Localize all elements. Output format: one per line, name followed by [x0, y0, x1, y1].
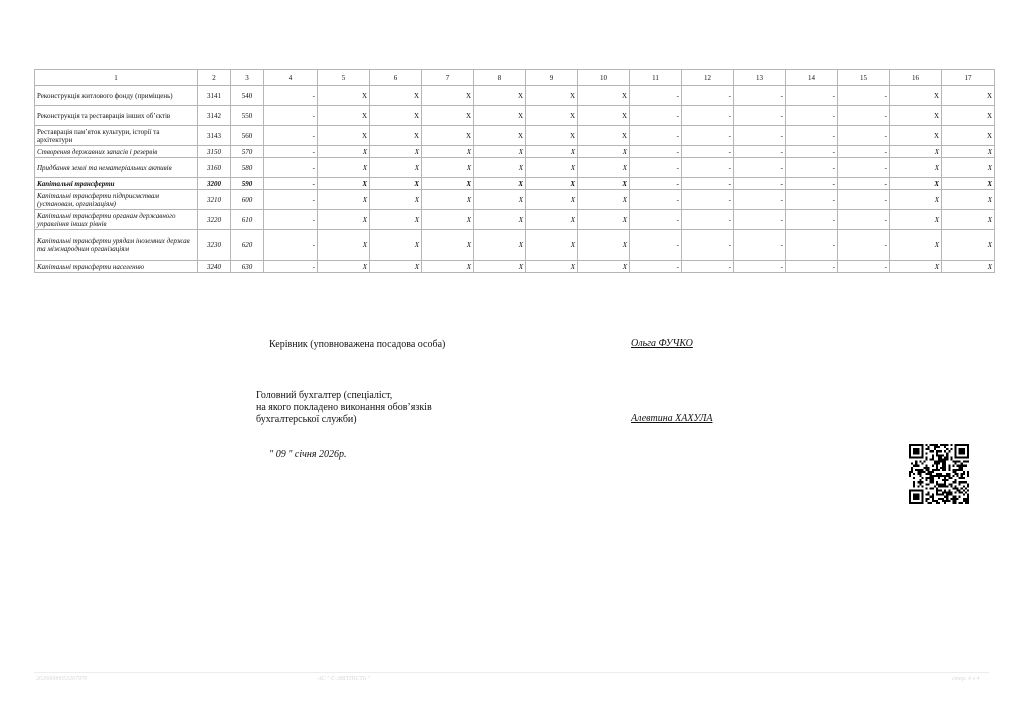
row-code-cell: 3200 [198, 178, 231, 190]
row-line-cell: 580 [231, 158, 264, 178]
column-header: 17 [942, 70, 995, 86]
value-cell: - [838, 178, 890, 190]
value-cell: - [682, 178, 734, 190]
value-cell: X [942, 178, 995, 190]
value-cell: X [318, 158, 370, 178]
value-cell: X [526, 158, 578, 178]
value-cell: - [734, 158, 786, 178]
value-cell: - [786, 146, 838, 158]
value-cell: X [578, 210, 630, 230]
accountant-label-line1: Головний бухгалтер (спеціаліст, [256, 390, 393, 401]
value-cell: X [890, 146, 942, 158]
value-cell: X [578, 146, 630, 158]
value-cell: X [422, 126, 474, 146]
row-name-cell: Капітальні трансферти населенню [35, 261, 198, 273]
value-cell: X [578, 261, 630, 273]
value-cell: - [682, 210, 734, 230]
value-cell: - [734, 230, 786, 261]
value-cell: X [578, 230, 630, 261]
value-cell: X [370, 146, 422, 158]
column-header: 1 [35, 70, 198, 86]
accountant-label-line2: на якого покладено виконання обов’язків [256, 402, 432, 413]
value-cell: X [422, 261, 474, 273]
value-cell: - [264, 126, 318, 146]
table-row [35, 210, 995, 230]
value-cell: - [682, 261, 734, 273]
table-row [35, 261, 995, 273]
value-cell: X [422, 106, 474, 126]
value-cell: - [786, 158, 838, 178]
value-cell: - [630, 261, 682, 273]
row-name-cell: Капітальні трансферти [35, 178, 198, 190]
column-header: 16 [890, 70, 942, 86]
value-cell: X [474, 178, 526, 190]
value-cell: - [264, 158, 318, 178]
table-row [35, 126, 995, 146]
value-cell: X [942, 261, 995, 273]
value-cell: - [734, 178, 786, 190]
value-cell: - [630, 158, 682, 178]
value-cell: - [838, 210, 890, 230]
value-cell: X [370, 86, 422, 106]
table-row [35, 86, 995, 106]
value-cell: X [318, 86, 370, 106]
value-cell: X [318, 261, 370, 273]
value-cell: - [838, 158, 890, 178]
value-cell: X [370, 178, 422, 190]
value-cell: - [734, 146, 786, 158]
value-cell: X [422, 190, 474, 210]
footer-divider [34, 672, 989, 673]
value-cell: X [942, 190, 995, 210]
value-cell: X [422, 178, 474, 190]
value-cell: - [682, 158, 734, 178]
row-line-cell: 590 [231, 178, 264, 190]
value-cell: - [734, 190, 786, 210]
value-cell: X [318, 146, 370, 158]
value-cell: - [786, 230, 838, 261]
column-header: 7 [422, 70, 474, 86]
value-cell: - [786, 106, 838, 126]
value-cell: X [578, 126, 630, 146]
value-cell: - [734, 126, 786, 146]
value-cell: X [318, 106, 370, 126]
value-cell: - [630, 146, 682, 158]
row-code-cell: 3230 [198, 230, 231, 261]
value-cell: - [734, 210, 786, 230]
value-cell: - [838, 146, 890, 158]
value-cell: - [264, 210, 318, 230]
value-cell: - [630, 86, 682, 106]
value-cell: X [422, 210, 474, 230]
value-cell: - [838, 230, 890, 261]
value-cell: - [786, 190, 838, 210]
value-cell: X [578, 158, 630, 178]
table-row [35, 158, 995, 178]
head-name: Ольга ФУЧКО [631, 338, 693, 349]
row-line-cell: 600 [231, 190, 264, 210]
value-cell: X [370, 158, 422, 178]
row-name-cell: Капітальні трансферти урядам іноземних держав та міжнародним організаціям [35, 230, 198, 261]
value-cell: - [786, 210, 838, 230]
value-cell: X [318, 210, 370, 230]
column-header: 5 [318, 70, 370, 86]
value-cell: X [942, 146, 995, 158]
row-line-cell: 540 [231, 86, 264, 106]
value-cell: - [682, 190, 734, 210]
value-cell: - [264, 106, 318, 126]
value-cell: - [682, 126, 734, 146]
value-cell: X [370, 210, 422, 230]
value-cell: - [264, 261, 318, 273]
value-cell: - [630, 126, 682, 146]
column-header: 15 [838, 70, 890, 86]
value-cell: X [526, 230, 578, 261]
value-cell: X [942, 106, 995, 126]
column-header: 2 [198, 70, 231, 86]
table-row [35, 178, 995, 190]
column-header: 13 [734, 70, 786, 86]
value-cell: X [578, 86, 630, 106]
row-name-cell: Реконструкція та реставрація інших об’єктів [35, 106, 198, 126]
row-line-cell: 550 [231, 106, 264, 126]
column-header: 12 [682, 70, 734, 86]
value-cell: - [838, 106, 890, 126]
row-line-cell: 610 [231, 210, 264, 230]
value-cell: X [890, 261, 942, 273]
value-cell: - [630, 210, 682, 230]
value-cell: - [734, 86, 786, 106]
column-header: 4 [264, 70, 318, 86]
table-header-row [35, 70, 995, 86]
value-cell: - [682, 86, 734, 106]
value-cell: X [578, 190, 630, 210]
row-code-cell: 3150 [198, 146, 231, 158]
value-cell: X [526, 146, 578, 158]
value-cell: X [526, 126, 578, 146]
report-date: " 09 " січня 2026р. [269, 449, 347, 460]
value-cell: - [264, 230, 318, 261]
value-cell: X [526, 261, 578, 273]
value-cell: X [422, 158, 474, 178]
table-row [35, 190, 995, 210]
value-cell: X [890, 106, 942, 126]
column-header: 3 [231, 70, 264, 86]
row-line-cell: 560 [231, 126, 264, 146]
column-header: 9 [526, 70, 578, 86]
value-cell: - [264, 86, 318, 106]
row-code-cell: 3143 [198, 126, 231, 146]
value-cell: - [734, 106, 786, 126]
value-cell: - [838, 190, 890, 210]
table-row [35, 106, 995, 126]
value-cell: X [474, 210, 526, 230]
value-cell: X [474, 190, 526, 210]
value-cell: X [942, 158, 995, 178]
row-code-cell: 3160 [198, 158, 231, 178]
column-header: 8 [474, 70, 526, 86]
value-cell: - [264, 190, 318, 210]
row-code-cell: 3141 [198, 86, 231, 106]
row-name-cell: Реконструкція житлового фонду (приміщень) [35, 86, 198, 106]
value-cell: - [264, 146, 318, 158]
value-cell: - [734, 261, 786, 273]
value-cell: X [422, 230, 474, 261]
value-cell: X [526, 86, 578, 106]
row-name-cell: Реставрація пам’яток культури, історії та архітектури [35, 126, 198, 146]
report-table [34, 69, 995, 273]
value-cell: X [370, 261, 422, 273]
value-cell: X [474, 158, 526, 178]
value-cell: X [370, 126, 422, 146]
row-code-cell: 3220 [198, 210, 231, 230]
value-cell: X [578, 178, 630, 190]
value-cell: X [890, 190, 942, 210]
value-cell: - [682, 146, 734, 158]
value-cell: X [422, 146, 474, 158]
row-line-cell: 570 [231, 146, 264, 158]
value-cell: X [526, 190, 578, 210]
head-label: Керівник (уповноважена посадова особа) [269, 339, 446, 350]
value-cell: - [630, 190, 682, 210]
value-cell: X [474, 106, 526, 126]
row-name-cell: Капітальні трансферти підприємствам (установам, організаціям) [35, 190, 198, 210]
value-cell: - [630, 106, 682, 126]
value-cell: X [370, 106, 422, 126]
value-cell: X [890, 210, 942, 230]
value-cell: X [474, 261, 526, 273]
value-cell: X [890, 230, 942, 261]
value-cell: X [942, 210, 995, 230]
value-cell: X [942, 230, 995, 261]
value-cell: X [318, 230, 370, 261]
value-cell: X [318, 126, 370, 146]
row-name-cell: Створення державних запасів і резервів [35, 146, 198, 158]
value-cell: X [370, 190, 422, 210]
value-cell: X [474, 86, 526, 106]
value-cell: - [786, 86, 838, 106]
value-cell: - [264, 178, 318, 190]
value-cell: X [526, 210, 578, 230]
value-cell: X [474, 230, 526, 261]
value-cell: X [318, 178, 370, 190]
value-cell: X [890, 158, 942, 178]
value-cell: - [838, 261, 890, 273]
value-cell: X [942, 126, 995, 146]
footer-system: АС " Є-ЗВІТНІСТЬ " [318, 676, 371, 682]
value-cell: - [838, 126, 890, 146]
accountant-name: Алевтина ХАХУЛА [631, 413, 713, 424]
row-name-cell: Капітальні трансферти органам державного управління інших рівнів [35, 210, 198, 230]
row-line-cell: 620 [231, 230, 264, 261]
value-cell: - [838, 86, 890, 106]
table-body [35, 86, 995, 273]
value-cell: X [422, 86, 474, 106]
column-header: 10 [578, 70, 630, 86]
column-header: 11 [630, 70, 682, 86]
value-cell: - [786, 261, 838, 273]
row-name-cell: Придбання землі та нематеріальних активів [35, 158, 198, 178]
value-cell: X [578, 106, 630, 126]
table-row [35, 146, 995, 158]
value-cell: X [474, 126, 526, 146]
column-header: 6 [370, 70, 422, 86]
footer-page: стор. 4 з 4 [952, 676, 980, 682]
value-cell: X [942, 86, 995, 106]
row-line-cell: 630 [231, 261, 264, 273]
value-cell: - [786, 178, 838, 190]
value-cell: - [682, 230, 734, 261]
accountant-label-line3: бухгалтерської служби) [256, 414, 357, 425]
row-code-cell: 3142 [198, 106, 231, 126]
table-row [35, 230, 995, 261]
value-cell: X [890, 86, 942, 106]
row-code-cell: 3210 [198, 190, 231, 210]
value-cell: X [526, 178, 578, 190]
footer-doc-id: 20260000053307979 [36, 676, 87, 682]
value-cell: - [630, 230, 682, 261]
value-cell: X [474, 146, 526, 158]
value-cell: - [630, 178, 682, 190]
value-cell: - [682, 106, 734, 126]
column-header: 14 [786, 70, 838, 86]
value-cell: X [318, 190, 370, 210]
row-code-cell: 3240 [198, 261, 231, 273]
qr-code-icon [909, 444, 969, 504]
value-cell: X [890, 126, 942, 146]
value-cell: X [370, 230, 422, 261]
value-cell: X [526, 106, 578, 126]
value-cell: X [890, 178, 942, 190]
value-cell: - [786, 126, 838, 146]
